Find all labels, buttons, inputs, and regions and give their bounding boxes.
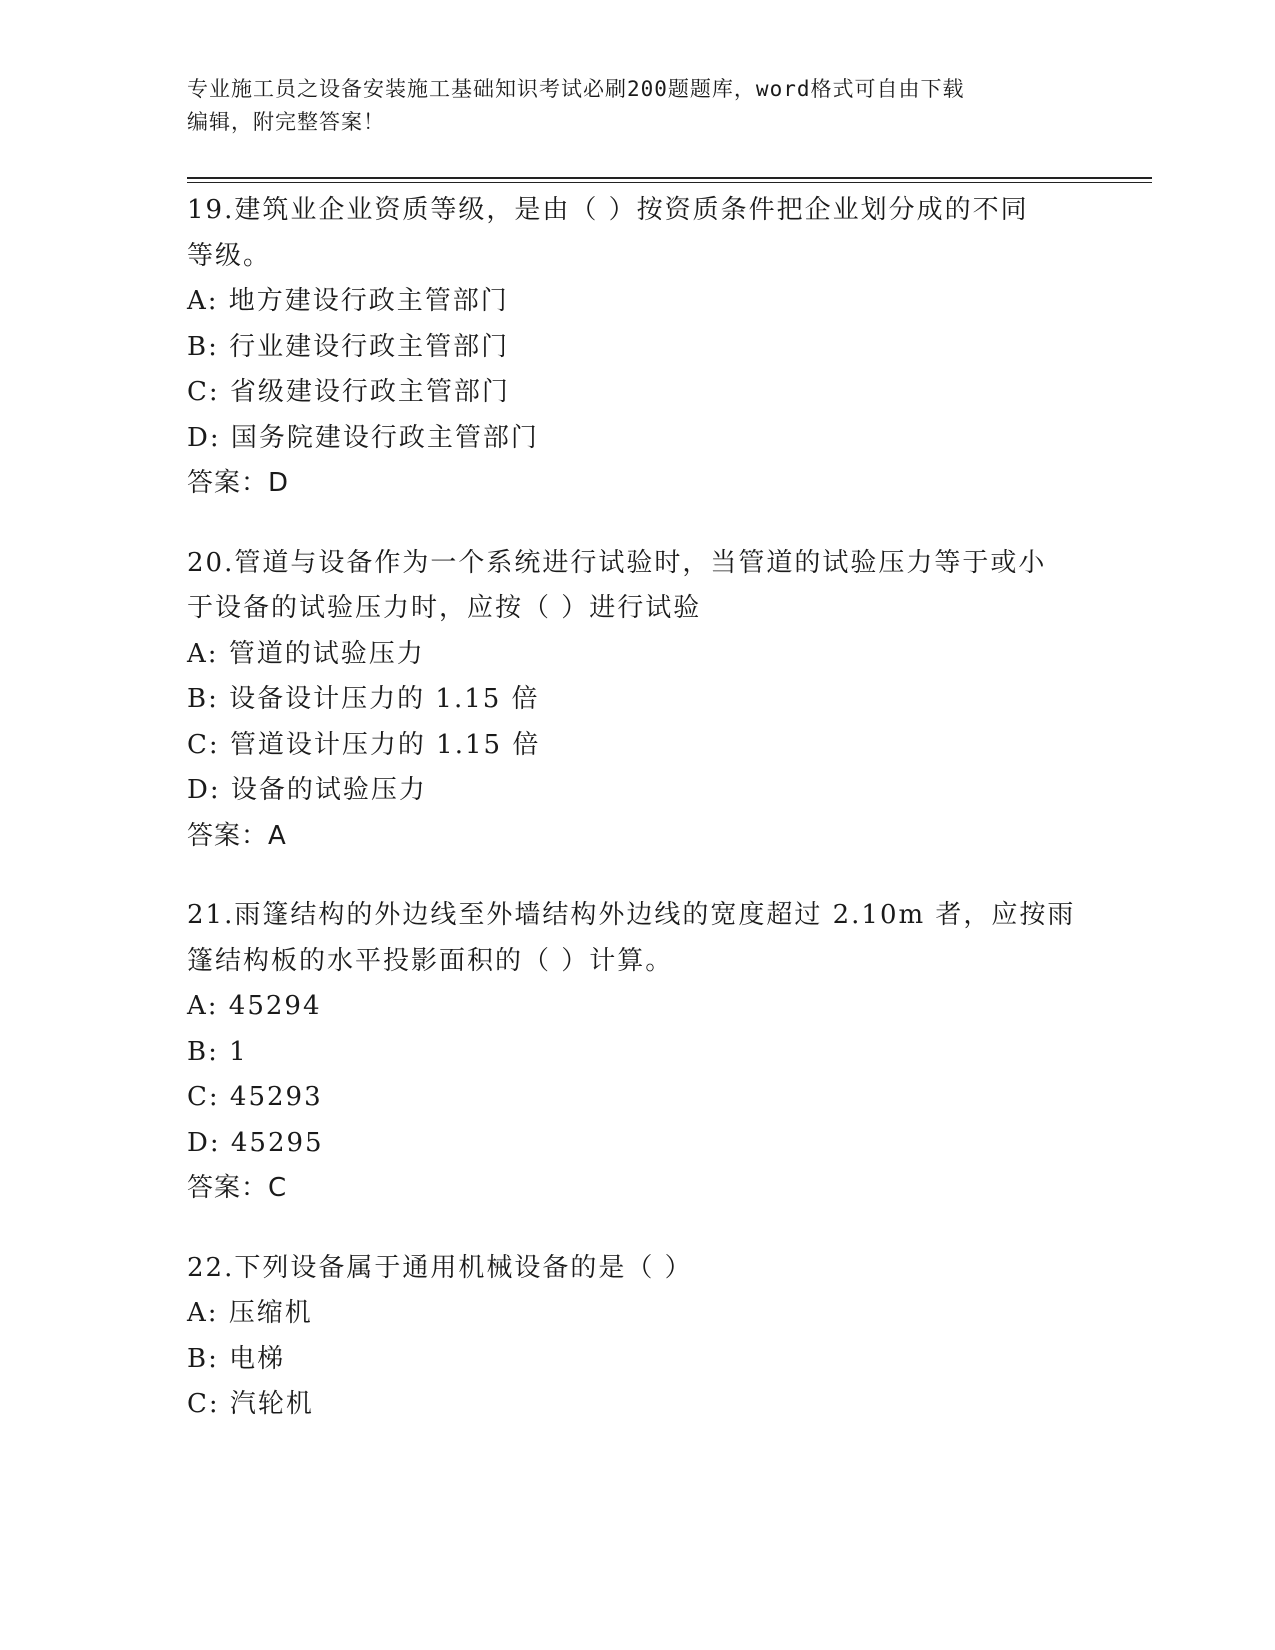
- option-c: C: 省级建设行政主管部门: [187, 377, 510, 407]
- option-a: A: 地方建设行政主管部门: [187, 286, 509, 316]
- option-c: C: 汽轮机: [187, 1389, 314, 1419]
- question-stem-line: 22.下列设备属于通用机械设备的是（ ）: [187, 1252, 693, 1283]
- question-19: [187, 188, 1087, 507]
- question-stem-line: 于设备的试验压力时，应按（ ）进行试验: [187, 593, 702, 623]
- answer: 答案：A: [187, 820, 287, 851]
- option-a: A: 压缩机: [187, 1298, 313, 1328]
- option-d: D: 设备的试验压力: [187, 775, 427, 805]
- option-c: C: 管道设计压力的 1.15 倍: [187, 729, 541, 760]
- option-b: B: 设备设计压力的 1.15 倍: [187, 684, 540, 714]
- question-stem-line: 21.雨篷结构的外边线至外墙结构外边线的宽度超过 2.10m 者，应按雨: [187, 900, 1076, 930]
- question-stem-line: 等级。: [187, 240, 272, 271]
- question-20: [187, 541, 1087, 860]
- header-divider-thick: [187, 177, 1152, 179]
- option-b: B: 1: [187, 1036, 248, 1067]
- answer: 答案：D: [187, 468, 290, 498]
- header-divider-thin: [187, 182, 1152, 183]
- option-d: D: 国务院建设行政主管部门: [187, 422, 539, 453]
- question-stem-line: 20.管道与设备作为一个系统进行试验时，当管道的试验压力等于或小: [187, 547, 1047, 578]
- document-header: [187, 73, 1087, 139]
- header-line-2: 编辑，附完整答案！: [187, 110, 385, 134]
- option-b: B: 电梯: [187, 1343, 286, 1374]
- question-stem-line: 19.建筑业企业资质等级，是由（ ）按资质条件把企业划分成的不同: [187, 195, 1029, 225]
- question-stem-line: 篷结构板的水平投影面积的（ ）计算。: [187, 945, 674, 976]
- question-list: [187, 188, 1087, 1462]
- option-c: C: 45293: [187, 1082, 323, 1112]
- answer: 答案：C: [187, 1173, 288, 1203]
- header-line-1: 专业施工员之设备安装施工基础知识考试必刷200题题库，word格式可自由下载: [187, 77, 965, 101]
- option-b: B: 行业建设行政主管部门: [187, 331, 510, 362]
- question-22: [187, 1246, 1087, 1428]
- option-d: D: 45295: [187, 1127, 324, 1158]
- option-a: A: 45294: [187, 991, 322, 1021]
- option-a: A: 管道的试验压力: [187, 638, 425, 669]
- question-21: [187, 893, 1087, 1212]
